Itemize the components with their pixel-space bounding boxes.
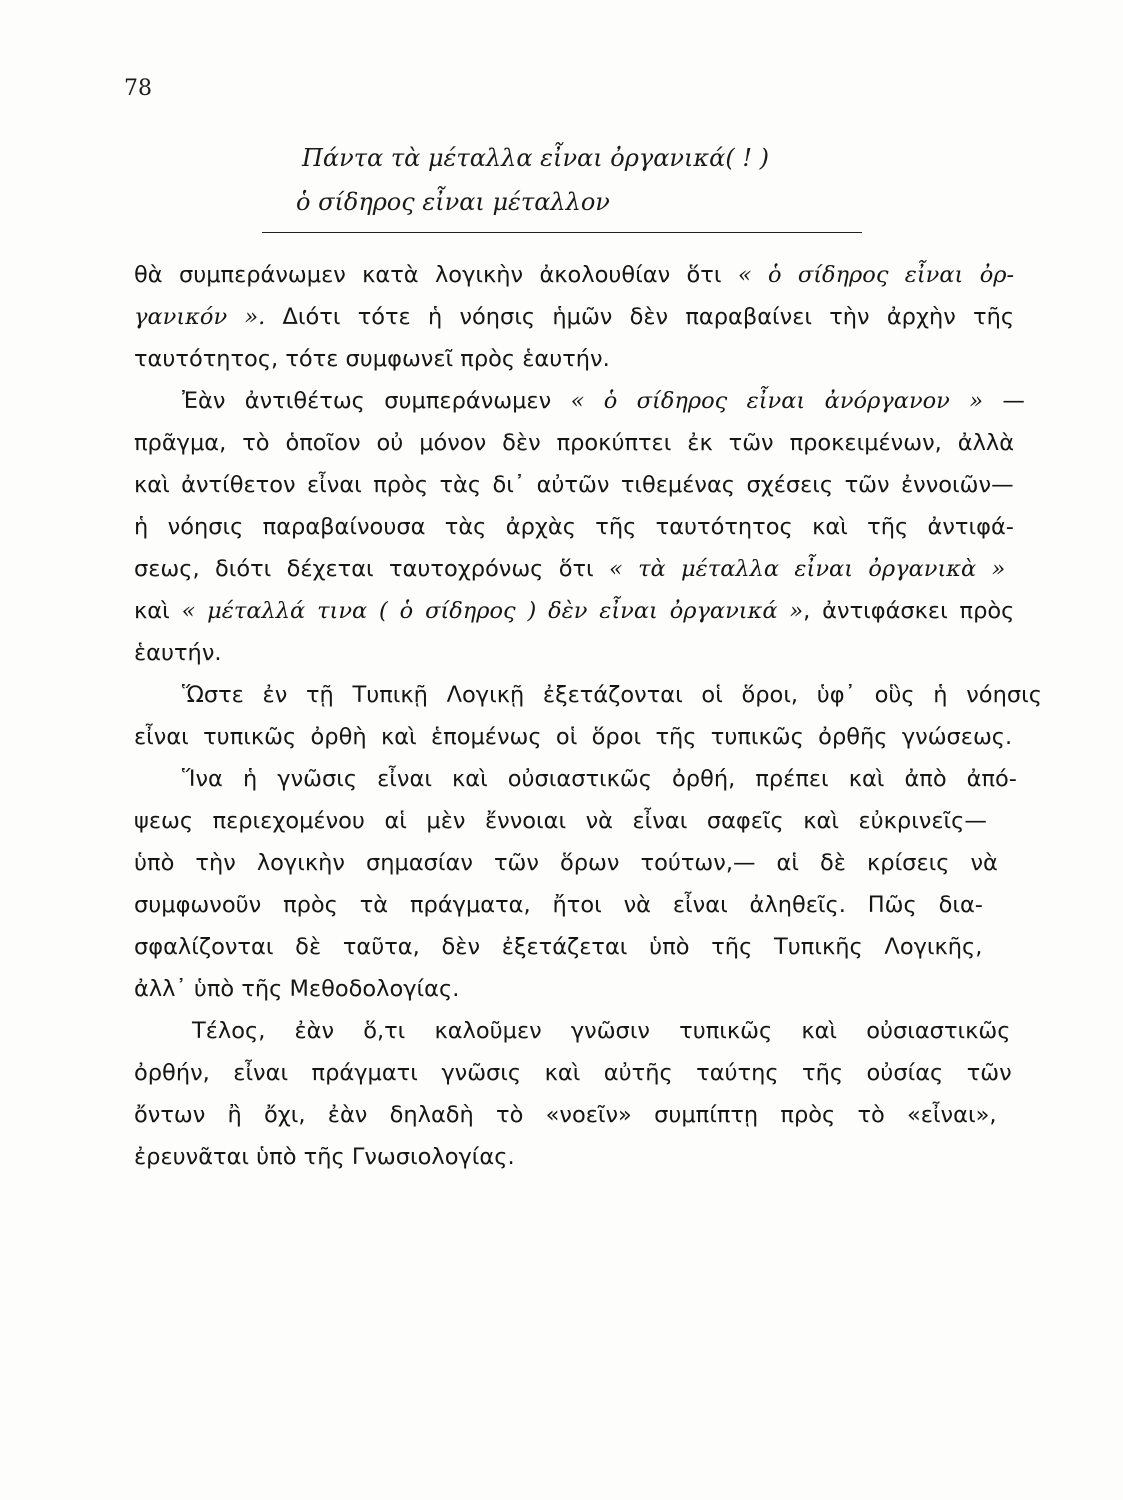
text-run: , ἀντιφάσκει πρὸς bbox=[803, 598, 1015, 624]
text-run: ἡ νόησις παραβαίνουσα τὰς ἀρχὰς τῆς ταυτότητος καὶ τῆς ἀντιφά- bbox=[134, 514, 1014, 540]
text-run: — bbox=[983, 388, 1025, 414]
quoted-proposition: « τὰ μέταλλα εἶναι ὀργανικὰ » bbox=[608, 556, 1006, 582]
text-line bbox=[134, 304, 1014, 330]
text-run: καὶ ἀντίθετον εἶναι πρὸς τὰς δι᾽ αὐτῶν τιθεμένας σχέσεις τῶν ἐννοιῶν— bbox=[134, 472, 1014, 498]
quoted-proposition: γανικόν ». bbox=[134, 304, 266, 330]
text-run: καὶ bbox=[134, 598, 182, 624]
text-line bbox=[182, 682, 1042, 708]
conclusion-rule bbox=[262, 232, 862, 233]
text-run: εἶναι τυπικῶς ὀρθὴ καὶ ἑπομένως οἱ ὅροι τῆς τυπικῶς ὀρθῆς γνώσεως. bbox=[134, 724, 1013, 750]
text-run: ἀλλ᾽ ὑπὸ τῆς Μεθοδολογίας. bbox=[134, 976, 460, 1002]
text-line bbox=[134, 472, 1014, 498]
text-line bbox=[134, 430, 1014, 456]
minor-premise: ὁ σίδηρος εἶναι μέταλλον bbox=[296, 188, 610, 216]
text-line bbox=[134, 892, 983, 918]
text-line bbox=[182, 388, 1025, 414]
text-line bbox=[134, 934, 982, 960]
text-run: Διότι τότε ἡ νόησις ἡμῶν δὲν παραβαίνει τὴν ἀρχὴν τῆς bbox=[265, 304, 1015, 330]
text-line bbox=[134, 262, 1014, 288]
quoted-proposition: « μέταλλά τινα ( ὁ σίδηρος ) δὲν εἶναι ὀργανικά » bbox=[181, 598, 804, 624]
text-line bbox=[134, 1102, 996, 1128]
text-run: πρᾶγμα, τὸ ὁποῖον οὐ μόνον δὲν προκύπτει ἐκ τῶν προκειμένων, ἀλλὰ bbox=[134, 430, 1015, 456]
text-line bbox=[134, 598, 1014, 624]
text-run: Ἐὰν ἀντιθέτως συμπεράνωμεν bbox=[182, 388, 571, 414]
text-run: συμφωνοῦν πρὸς τὰ πράγματα, ἤτοι νὰ εἶναι ἀληθεῖς. Πῶς δια- bbox=[134, 892, 983, 918]
text-line bbox=[134, 850, 998, 876]
text-run: ὄντων ἢ ὄχι, ἐὰν δηλαδὴ τὸ «νοεῖν» συμπίπτῃ πρὸς τὸ «εἶναι», bbox=[134, 1102, 997, 1128]
text-run: σεως, διότι δέχεται ταυτοχρόνως ὅτι bbox=[134, 556, 609, 582]
text-line bbox=[134, 556, 1005, 582]
text-run: ὀρθήν, εἶναι πράγματι γνῶσις καὶ αὐτῆς ταύτης τῆς οὐσίας τῶν bbox=[134, 1060, 1012, 1086]
page-number: 78 bbox=[124, 76, 152, 101]
text-line bbox=[134, 1060, 1012, 1086]
quoted-proposition: « ὁ σίδηρος εἶναι ἀνόργανον » bbox=[570, 388, 984, 414]
text-run: ταυτότητος, τότε συμφωνεῖ πρὸς ἑαυτήν. bbox=[134, 346, 610, 372]
text-run: ἑαυτήν. bbox=[134, 640, 222, 666]
text-run: σφαλίζονται δὲ ταῦτα, δὲν ἐξετάζεται ὑπὸ τῆς Τυπικῆς Λογικῆς, bbox=[134, 934, 983, 960]
text-run: θὰ συμπεράνωμεν κατὰ λογικὴν ἀκολουθίαν ὅτι bbox=[134, 262, 738, 288]
text-line bbox=[134, 346, 610, 372]
text-run: Τέλος, ἐὰν ὅ,τι καλοῦμεν γνῶσιν τυπικῶς καὶ οὐσιαστικῶς bbox=[192, 1018, 1011, 1044]
text-line bbox=[192, 1018, 1010, 1044]
text-line bbox=[134, 976, 459, 1002]
text-line bbox=[134, 808, 987, 834]
text-run: ψεως περιεχομένου αἱ μὲν ἔννοιαι νὰ εἶναι σαφεῖς καὶ εὐκρινεῖς— bbox=[134, 808, 987, 834]
text-line bbox=[134, 1144, 515, 1170]
text-run: Ὥστε ἐν τῇ Τυπικῇ Λογικῇ ἐξετάζονται οἱ ὅροι, ὑφ᾽ οὓς ἡ νόησις bbox=[182, 682, 1042, 708]
major-premise: Πάντα τὰ μέταλλα εἶναι ὀργανικά( ! ) bbox=[302, 144, 769, 172]
text-line bbox=[182, 766, 1017, 792]
text-line bbox=[134, 724, 1012, 750]
quoted-proposition: « ὁ σίδηρος εἶναι ὀρ- bbox=[737, 262, 1015, 288]
text-line bbox=[134, 640, 222, 666]
text-line bbox=[134, 514, 1014, 540]
text-run: ὑπὸ τὴν λογικὴν σημασίαν τῶν ὅρων τούτων,— αἱ δὲ κρίσεις νὰ bbox=[134, 850, 998, 876]
text-run: ἐρευνᾶται ὑπὸ τῆς Γνωσιολογίας. bbox=[134, 1144, 515, 1170]
text-run: Ἵνα ἡ γνῶσις εἶναι καὶ οὐσιαστικῶς ὀρθή, πρέπει καὶ ἀπὸ ἀπό- bbox=[182, 766, 1017, 792]
